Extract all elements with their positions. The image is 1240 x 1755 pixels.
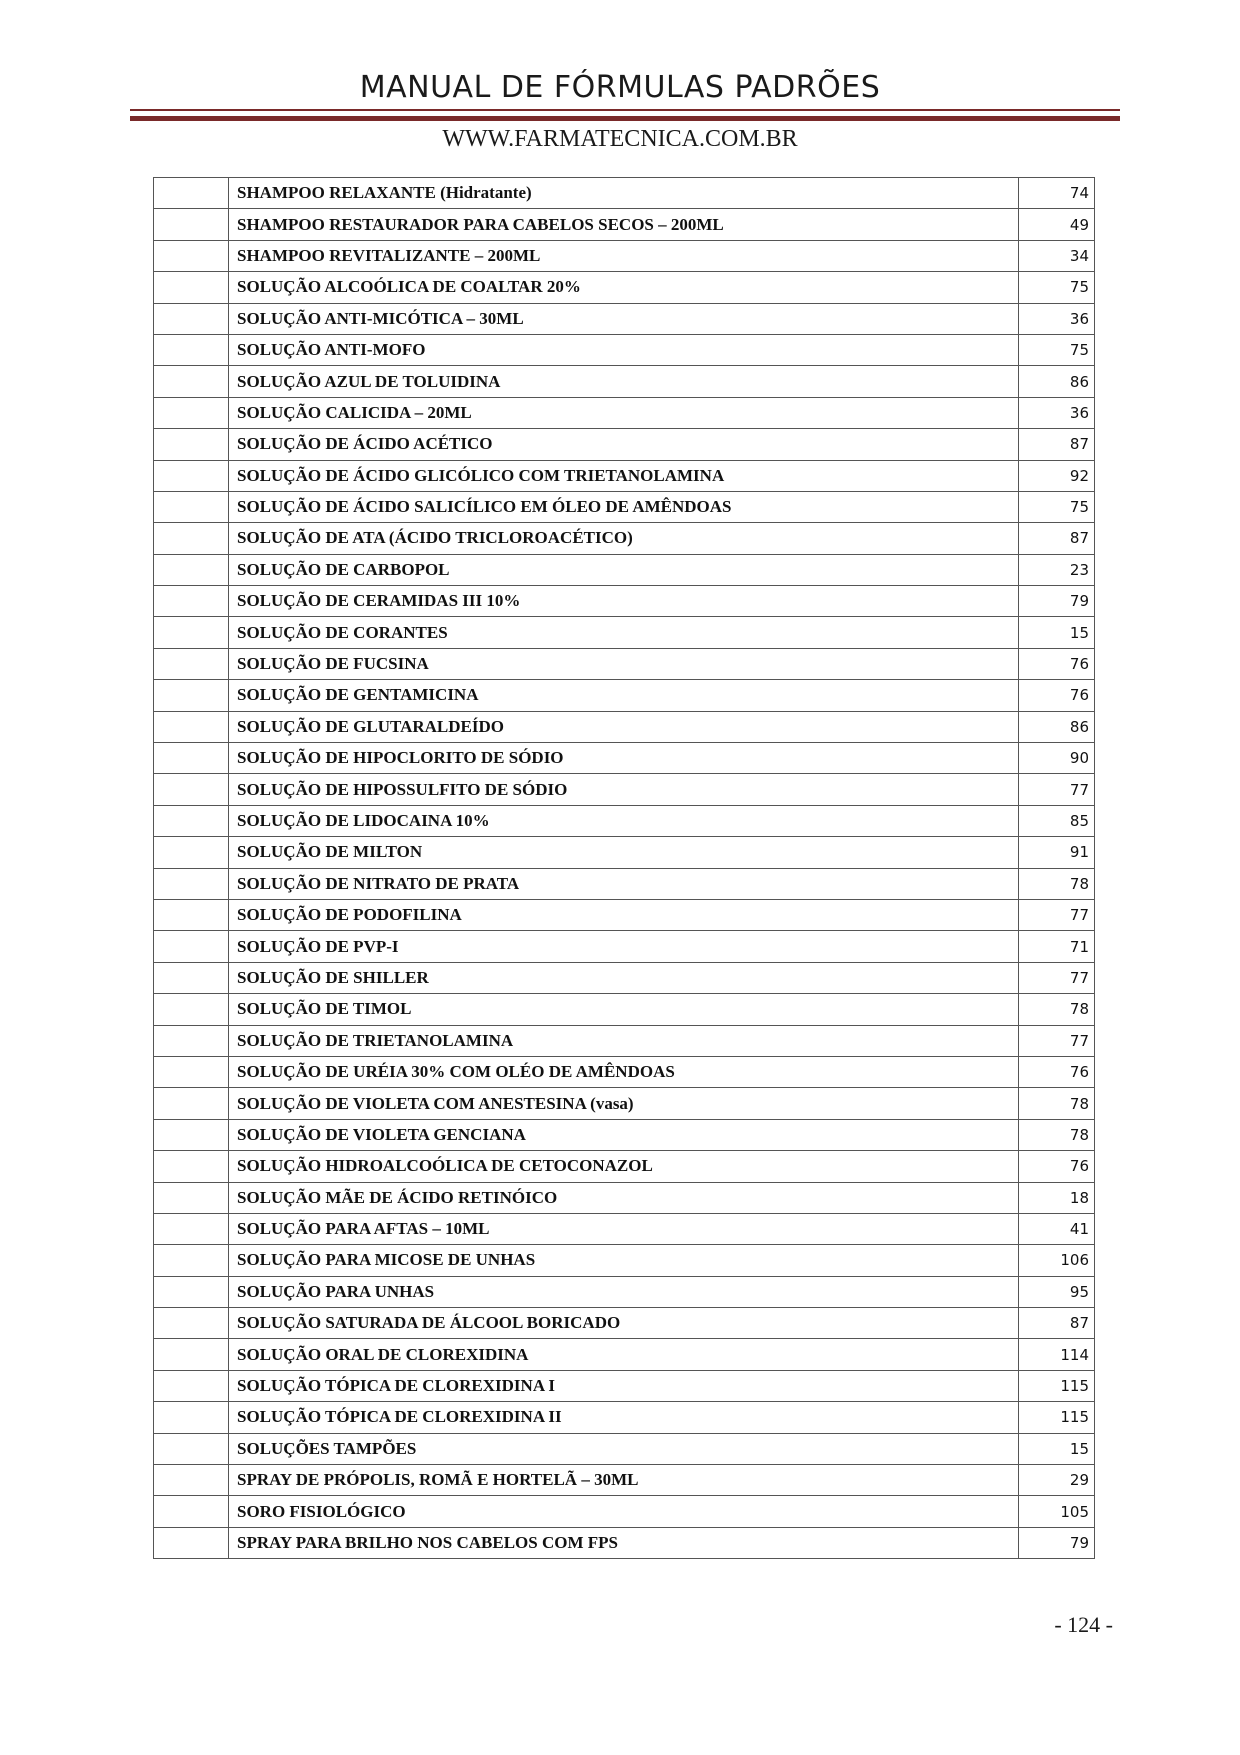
table-row xyxy=(154,1339,1095,1370)
formula-name-cell: SOLUÇÃO DE HIPOCLORITO DE SÓDIO xyxy=(229,743,1019,774)
table-row xyxy=(154,1433,1095,1464)
page-ref-cell: 74 xyxy=(1019,178,1095,209)
page-ref-cell: 41 xyxy=(1019,1213,1095,1244)
row-empty-cell xyxy=(154,1245,229,1276)
table-row xyxy=(154,868,1095,899)
table-row xyxy=(154,460,1095,491)
table-row xyxy=(154,429,1095,460)
row-empty-cell xyxy=(154,209,229,240)
page-ref-cell: 76 xyxy=(1019,1151,1095,1182)
row-empty-cell xyxy=(154,1025,229,1056)
table-row xyxy=(154,1465,1095,1496)
table-row xyxy=(154,240,1095,271)
table-row xyxy=(154,1402,1095,1433)
row-empty-cell xyxy=(154,523,229,554)
page-ref-cell: 79 xyxy=(1019,1527,1095,1558)
formula-name-cell: SOLUÇÕES TAMPÕES xyxy=(229,1433,1019,1464)
row-empty-cell xyxy=(154,240,229,271)
table-row xyxy=(154,931,1095,962)
formula-name-cell: SOLUÇÃO DE CORANTES xyxy=(229,617,1019,648)
page-ref-cell: 79 xyxy=(1019,586,1095,617)
row-empty-cell xyxy=(154,1182,229,1213)
row-empty-cell xyxy=(154,994,229,1025)
page-ref-cell: 114 xyxy=(1019,1339,1095,1370)
table-row xyxy=(154,680,1095,711)
table-row xyxy=(154,1370,1095,1401)
page-ref-cell: 87 xyxy=(1019,523,1095,554)
page-ref-cell: 91 xyxy=(1019,837,1095,868)
table-row xyxy=(154,397,1095,428)
page-ref-cell: 36 xyxy=(1019,397,1095,428)
row-empty-cell xyxy=(154,1213,229,1244)
table-row xyxy=(154,962,1095,993)
formula-name-cell: SOLUÇÃO ANTI-MOFO xyxy=(229,334,1019,365)
formula-name-cell: SOLUÇÃO DE SHILLER xyxy=(229,962,1019,993)
row-empty-cell xyxy=(154,1370,229,1401)
row-empty-cell xyxy=(154,962,229,993)
table-row xyxy=(154,303,1095,334)
page-ref-cell: 49 xyxy=(1019,209,1095,240)
page-ref-cell: 76 xyxy=(1019,680,1095,711)
page-ref-cell: 90 xyxy=(1019,743,1095,774)
row-empty-cell xyxy=(154,460,229,491)
table-row xyxy=(154,1056,1095,1087)
formula-name-cell: SOLUÇÃO DE HIPOSSULFITO DE SÓDIO xyxy=(229,774,1019,805)
page-ref-cell: 36 xyxy=(1019,303,1095,334)
formula-name-cell: SOLUÇÃO MÃE DE ÁCIDO RETINÓICO xyxy=(229,1182,1019,1213)
page-ref-cell: 86 xyxy=(1019,366,1095,397)
table-row xyxy=(154,1245,1095,1276)
row-empty-cell xyxy=(154,586,229,617)
formula-name-cell: SOLUÇÃO DE CERAMIDAS III 10% xyxy=(229,586,1019,617)
row-empty-cell xyxy=(154,1151,229,1182)
row-empty-cell xyxy=(154,617,229,648)
formula-name-cell: SOLUÇÃO DE MILTON xyxy=(229,837,1019,868)
table-row xyxy=(154,774,1095,805)
formula-name-cell: SOLUÇÃO SATURADA DE ÁLCOOL BORICADO xyxy=(229,1308,1019,1339)
formula-name-cell: SOLUÇÃO DE URÉIA 30% COM OLÉO DE AMÊNDOAS xyxy=(229,1056,1019,1087)
row-empty-cell xyxy=(154,178,229,209)
formula-name-cell: SOLUÇÃO DE LIDOCAINA 10% xyxy=(229,805,1019,836)
table-row xyxy=(154,1496,1095,1527)
table-row xyxy=(154,491,1095,522)
header-rule-thin xyxy=(130,109,1120,111)
row-empty-cell xyxy=(154,1056,229,1087)
table-row xyxy=(154,209,1095,240)
table-row xyxy=(154,523,1095,554)
table-row xyxy=(154,899,1095,930)
table-row xyxy=(154,1088,1095,1119)
formula-name-cell: SHAMPOO RELAXANTE (Hidratante) xyxy=(229,178,1019,209)
table-row xyxy=(154,1182,1095,1213)
row-empty-cell xyxy=(154,931,229,962)
row-empty-cell xyxy=(154,303,229,334)
page-ref-cell: 76 xyxy=(1019,648,1095,679)
table-row xyxy=(154,837,1095,868)
formula-name-cell: SOLUÇÃO DE ÁCIDO ACÉTICO xyxy=(229,429,1019,460)
table-row xyxy=(154,1025,1095,1056)
row-empty-cell xyxy=(154,868,229,899)
row-empty-cell xyxy=(154,743,229,774)
formula-name-cell: SHAMPOO RESTAURADOR PARA CABELOS SECOS – 200ML xyxy=(229,209,1019,240)
formula-name-cell: SOLUÇÃO ANTI-MICÓTICA – 30ML xyxy=(229,303,1019,334)
formula-name-cell: SOLUÇÃO ALCOÓLICA DE COALTAR 20% xyxy=(229,272,1019,303)
formula-name-cell: SOLUÇÃO DE GENTAMICINA xyxy=(229,680,1019,711)
table-row xyxy=(154,711,1095,742)
page-ref-cell: 77 xyxy=(1019,1025,1095,1056)
formula-name-cell: SOLUÇÃO PARA MICOSE DE UNHAS xyxy=(229,1245,1019,1276)
formula-name-cell: SOLUÇÃO DE GLUTARALDEÍDO xyxy=(229,711,1019,742)
page-ref-cell: 77 xyxy=(1019,899,1095,930)
page-ref-cell: 29 xyxy=(1019,1465,1095,1496)
row-empty-cell xyxy=(154,1276,229,1307)
row-empty-cell xyxy=(154,1119,229,1150)
formula-name-cell: SOLUÇÃO DE PODOFILINA xyxy=(229,899,1019,930)
formula-name-cell: SOLUÇÃO DE TIMOL xyxy=(229,994,1019,1025)
row-empty-cell xyxy=(154,648,229,679)
formula-name-cell: SPRAY DE PRÓPOLIS, ROMÃ E HORTELÃ – 30ML xyxy=(229,1465,1019,1496)
page-ref-cell: 85 xyxy=(1019,805,1095,836)
header-rule-thick xyxy=(130,116,1120,121)
page-ref-cell: 86 xyxy=(1019,711,1095,742)
row-empty-cell xyxy=(154,397,229,428)
formula-name-cell: SOLUÇÃO DE TRIETANOLAMINA xyxy=(229,1025,1019,1056)
table-row xyxy=(154,586,1095,617)
page-ref-cell: 23 xyxy=(1019,554,1095,585)
formula-name-cell: SPRAY PARA BRILHO NOS CABELOS COM FPS xyxy=(229,1527,1019,1558)
page-ref-cell: 71 xyxy=(1019,931,1095,962)
page-ref-cell: 78 xyxy=(1019,994,1095,1025)
table-row xyxy=(154,1308,1095,1339)
table-row xyxy=(154,648,1095,679)
page-ref-cell: 78 xyxy=(1019,1088,1095,1119)
formula-name-cell: SOLUÇÃO DE ÁCIDO GLICÓLICO COM TRIETANOLAMINA xyxy=(229,460,1019,491)
formula-name-cell: SOLUÇÃO DE FUCSINA xyxy=(229,648,1019,679)
formula-name-cell: SHAMPOO REVITALIZANTE – 200ML xyxy=(229,240,1019,271)
row-empty-cell xyxy=(154,1088,229,1119)
formula-name-cell: SOLUÇÃO HIDROALCOÓLICA DE CETOCONAZOL xyxy=(229,1151,1019,1182)
page-ref-cell: 18 xyxy=(1019,1182,1095,1213)
page-ref-cell: 106 xyxy=(1019,1245,1095,1276)
row-empty-cell xyxy=(154,1465,229,1496)
formula-name-cell: SOLUÇÃO ORAL DE CLOREXIDINA xyxy=(229,1339,1019,1370)
row-empty-cell xyxy=(154,837,229,868)
index-table-body xyxy=(154,178,1095,1559)
formula-name-cell: SOLUÇÃO TÓPICA DE CLOREXIDINA I xyxy=(229,1370,1019,1401)
formula-index-table xyxy=(153,177,1095,1559)
table-row xyxy=(154,272,1095,303)
row-empty-cell xyxy=(154,272,229,303)
page-ref-cell: 75 xyxy=(1019,491,1095,522)
page-ref-cell: 87 xyxy=(1019,429,1095,460)
table-row xyxy=(154,334,1095,365)
formula-name-cell: SOLUÇÃO TÓPICA DE CLOREXIDINA II xyxy=(229,1402,1019,1433)
formula-name-cell: SOLUÇÃO AZUL DE TOLUIDINA xyxy=(229,366,1019,397)
row-empty-cell xyxy=(154,366,229,397)
page-ref-cell: 75 xyxy=(1019,272,1095,303)
table-row xyxy=(154,554,1095,585)
formula-name-cell: SOLUÇÃO PARA UNHAS xyxy=(229,1276,1019,1307)
formula-name-cell: SOLUÇÃO DE VIOLETA GENCIANA xyxy=(229,1119,1019,1150)
page-ref-cell: 15 xyxy=(1019,1433,1095,1464)
row-empty-cell xyxy=(154,711,229,742)
row-empty-cell xyxy=(154,1496,229,1527)
page-ref-cell: 76 xyxy=(1019,1056,1095,1087)
row-empty-cell xyxy=(154,429,229,460)
row-empty-cell xyxy=(154,899,229,930)
table-row xyxy=(154,994,1095,1025)
page-ref-cell: 105 xyxy=(1019,1496,1095,1527)
page-ref-cell: 77 xyxy=(1019,774,1095,805)
table-row xyxy=(154,1213,1095,1244)
table-row xyxy=(154,178,1095,209)
formula-name-cell: SOLUÇÃO DE PVP-I xyxy=(229,931,1019,962)
table-row xyxy=(154,1119,1095,1150)
formula-name-cell: SOLUÇÃO CALICIDA – 20ML xyxy=(229,397,1019,428)
page-ref-cell: 78 xyxy=(1019,868,1095,899)
table-row xyxy=(154,1527,1095,1558)
formula-name-cell: SOLUÇÃO DE NITRATO DE PRATA xyxy=(229,868,1019,899)
page-ref-cell: 15 xyxy=(1019,617,1095,648)
table-row xyxy=(154,1151,1095,1182)
formula-name-cell: SOLUÇÃO DE ATA (ÁCIDO TRICLOROACÉTICO) xyxy=(229,523,1019,554)
formula-name-cell: SORO FISIOLÓGICO xyxy=(229,1496,1019,1527)
formula-name-cell: SOLUÇÃO PARA AFTAS – 10ML xyxy=(229,1213,1019,1244)
formula-name-cell: SOLUÇÃO DE ÁCIDO SALICÍLICO EM ÓLEO DE AMÊNDOAS xyxy=(229,491,1019,522)
page-ref-cell: 77 xyxy=(1019,962,1095,993)
row-empty-cell xyxy=(154,774,229,805)
table-row xyxy=(154,805,1095,836)
table-row xyxy=(154,617,1095,648)
page-ref-cell: 75 xyxy=(1019,334,1095,365)
page-ref-cell: 34 xyxy=(1019,240,1095,271)
page-ref-cell: 115 xyxy=(1019,1402,1095,1433)
document-title: MANUAL DE FÓRMULAS PADRÕES xyxy=(359,70,881,105)
page-ref-cell: 87 xyxy=(1019,1308,1095,1339)
page-ref-cell: 78 xyxy=(1019,1119,1095,1150)
table-row xyxy=(154,366,1095,397)
row-empty-cell xyxy=(154,491,229,522)
row-empty-cell xyxy=(154,1339,229,1370)
table-row xyxy=(154,1276,1095,1307)
row-empty-cell xyxy=(154,1433,229,1464)
page-number: - 124 - xyxy=(1054,1612,1113,1637)
page-ref-cell: 95 xyxy=(1019,1276,1095,1307)
table-row xyxy=(154,743,1095,774)
row-empty-cell xyxy=(154,554,229,585)
row-empty-cell xyxy=(154,1402,229,1433)
row-empty-cell xyxy=(154,680,229,711)
row-empty-cell xyxy=(154,1527,229,1558)
row-empty-cell xyxy=(154,334,229,365)
page-ref-cell: 115 xyxy=(1019,1370,1095,1401)
page-ref-cell: 92 xyxy=(1019,460,1095,491)
formula-name-cell: SOLUÇÃO DE CARBOPOL xyxy=(229,554,1019,585)
formula-name-cell: SOLUÇÃO DE VIOLETA COM ANESTESINA (vasa) xyxy=(229,1088,1019,1119)
website-url: WWW.FARMATECNICA.COM.BR xyxy=(442,126,798,152)
row-empty-cell xyxy=(154,805,229,836)
row-empty-cell xyxy=(154,1308,229,1339)
